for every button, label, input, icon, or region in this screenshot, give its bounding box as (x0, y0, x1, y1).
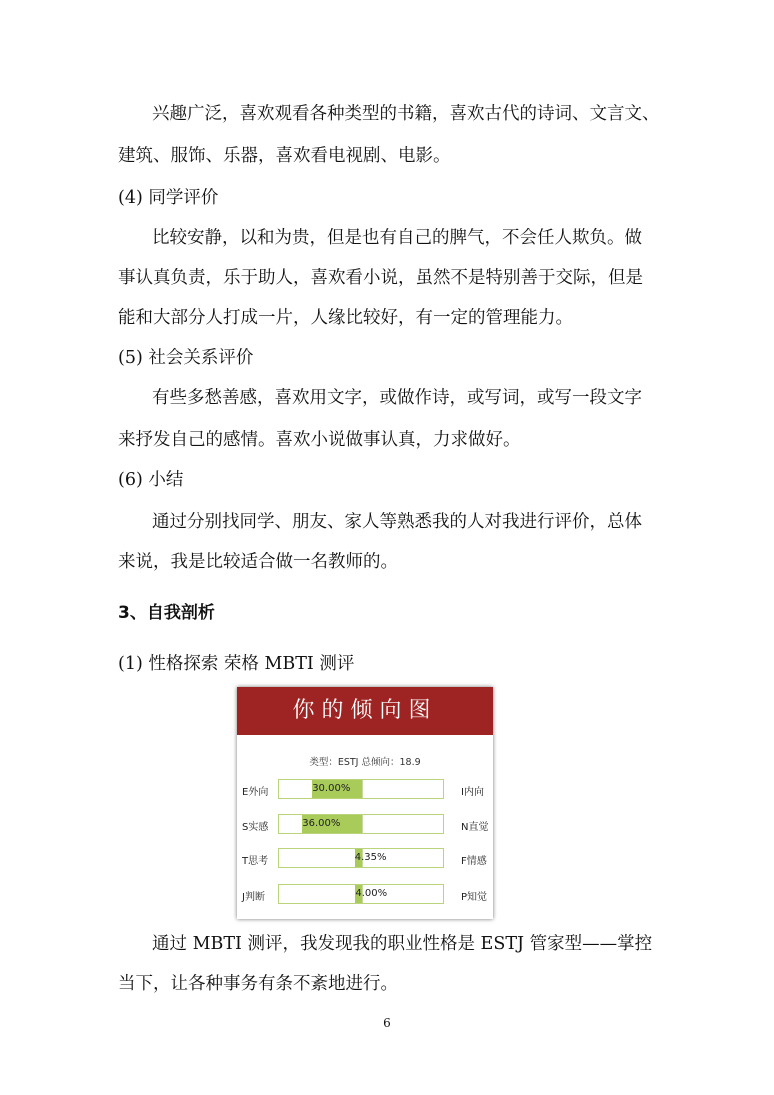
section-heading: (5) 社会关系评价 (118, 348, 254, 368)
mbti-row (237, 884, 493, 906)
paragraph-line: 事认真负责，乐于助人，喜欢看小说，虽然不是特别善于交际，但是 (118, 268, 643, 288)
paragraph-line: 通过分别找同学、朋友、家人等熟悉我的人对我进行评价，总体 (152, 512, 642, 532)
mbti-summary: 类型：ESTJ 总倾向：18.9 (309, 757, 421, 768)
paragraph-line: 能和大部分人打成一片，人缘比较好，有一定的管理能力。 (118, 308, 573, 328)
mbti-bar-track (278, 814, 444, 834)
chapter-heading: 3、自我剖析 (118, 603, 215, 623)
paragraph-line: 比较安静，以和为贵，但是也有自己的脾气，不会任人欺负。做 (152, 228, 642, 248)
section-heading: (1) 性格探索 荣格 MBTI 测评 (118, 654, 355, 674)
mbti-left-label: E外向 (242, 787, 269, 798)
mbti-right-label: F情感 (461, 856, 487, 867)
mbti-bar-value: 36.00% (302, 818, 341, 829)
mbti-row (237, 848, 493, 870)
mbti-result-image (237, 687, 493, 919)
mbti-bar-value: 4.00% (355, 888, 388, 899)
mbti-bar-value: 30.00% (312, 783, 351, 794)
mbti-bar-track (278, 779, 444, 799)
mbti-left-label: T思考 (242, 856, 269, 867)
paragraph-line: 兴趣广泛，喜欢观看各种类型的书籍，喜欢古代的诗词、文言文、 (152, 104, 660, 124)
section-heading: (4) 同学评价 (118, 188, 219, 208)
mbti-row (237, 814, 493, 836)
mbti-left-label: J判断 (242, 892, 265, 903)
paragraph-line: 通过 MBTI 测评，我发现我的职业性格是 ESTJ 管家型——掌控 (152, 934, 653, 954)
page-number: 6 (383, 1016, 391, 1030)
mbti-title: 你的倾向图 (237, 687, 493, 735)
mbti-bar-center (362, 815, 363, 833)
mbti-bar-track (278, 884, 444, 904)
mbti-bar-track (278, 848, 444, 868)
section-heading: (6) 小结 (118, 470, 184, 490)
paragraph-line: 建筑、服饰、乐器，喜欢看电视剧、电影。 (118, 146, 451, 166)
paragraph-line: 当下，让各种事务有条不紊地进行。 (118, 974, 398, 994)
paragraph-line: 来抒发自己的感情。喜欢小说做事认真，力求做好。 (118, 430, 521, 450)
mbti-left-label: S实感 (242, 822, 269, 833)
paragraph-line: 来说，我是比较适合做一名教师的。 (118, 552, 398, 572)
mbti-right-label: I内向 (461, 787, 484, 798)
mbti-bar-center (362, 780, 363, 798)
paragraph-line: 有些多愁善感，喜欢用文字，或做作诗，或写词，或写一段文字 (152, 388, 642, 408)
mbti-bar-value: 4.35% (354, 852, 387, 863)
mbti-right-label: P知觉 (461, 892, 488, 903)
mbti-row (237, 779, 493, 801)
mbti-right-label: N直觉 (461, 822, 489, 833)
